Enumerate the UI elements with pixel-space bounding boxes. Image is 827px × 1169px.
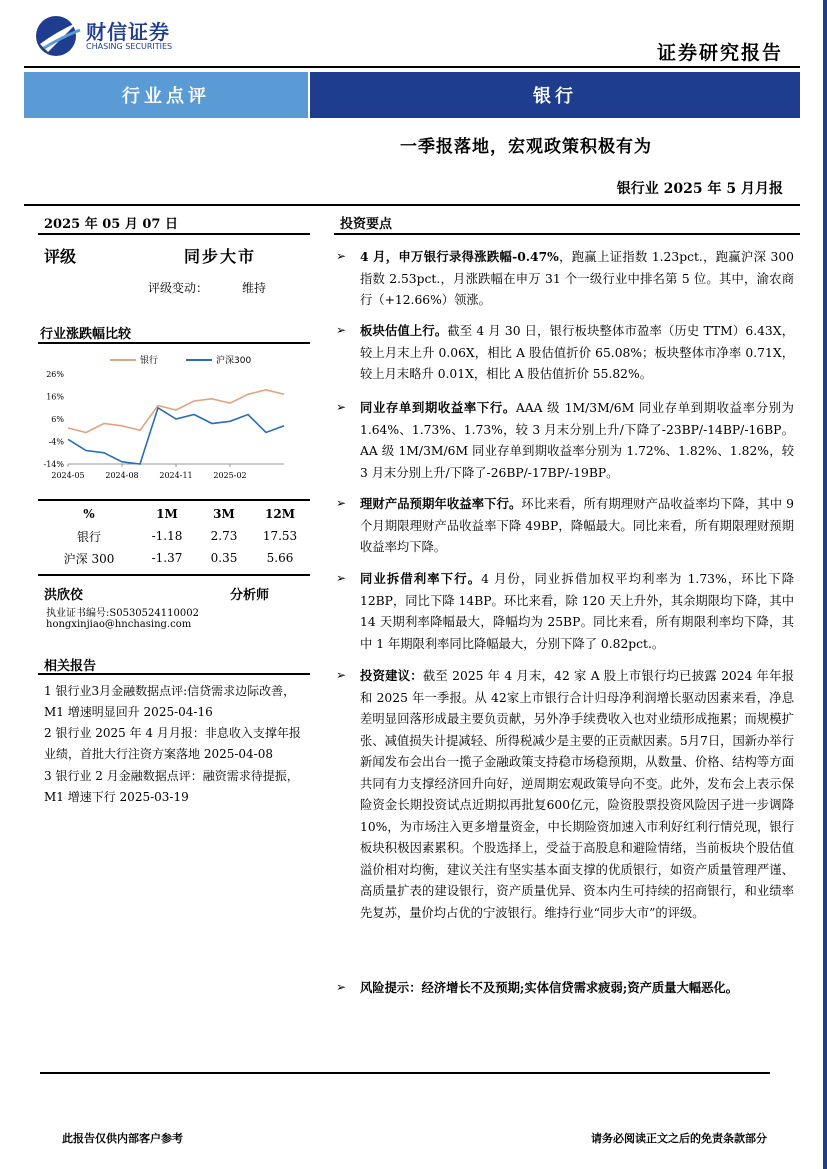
perf-cell: 2.73 xyxy=(210,529,238,543)
y-tick-label: -4% xyxy=(48,437,64,447)
doc-type: 证券研究报告 xyxy=(656,42,783,64)
highlight-point xyxy=(338,977,794,1000)
banner-category: 行业点评 xyxy=(24,72,308,118)
arrow-bullet-icon: ➢ xyxy=(336,400,347,414)
series-line-csi300 xyxy=(68,408,284,464)
highlight-point xyxy=(338,493,794,559)
y-tick-label: -14% xyxy=(43,460,64,469)
side-stripe xyxy=(801,0,827,1169)
company-logo xyxy=(34,14,194,58)
highlight-point xyxy=(338,246,794,312)
x-tick-label: 2025-02 xyxy=(213,471,247,480)
report-title: 一季报落地，宏观政策积极有为 xyxy=(400,137,652,157)
point-text: 环比来看，所有期理财产品收益率均下降，其中 9 个月期限理财产品收益率下降 49BP，降幅最大。同比来看，所有期限理财预期收益率均下降。 xyxy=(360,497,794,554)
legend-label: 沪深300 xyxy=(216,356,252,366)
perf-table-row xyxy=(40,547,308,569)
point-text: 截至 2025 年 4 月末，42 家 A 股上市银行均已披露 2024 年年报和 2025 年一季报。从 42家上市银行合计归母净利润增长驱动因素来看，净息差明显回落形成最主要负贡献，另外净手续费收入也对业绩形成拖累；而规模扩张、减值损失计提减轻、所得税减少是主要的正贡献因素。5月7日，国新办举行新闻发布会出台一揽子金融政策支持稳市场稳预期，从数量、价格、结构等方面共同有力支撑经济回升向好，逆周期宏观政策导向不变。此外，发布会上表示保险资金长期投资试点近期拟再批复600亿元，险资股票投资风险因子进一步调降 10%，为市场注入更多增量资金，中长期险资加速入市利好红利行情兑现，银行板块积极因素累积。个股选择上，受益于高股息和避险情绪，当前板块个股估值溢价相对均衡，建议关注有坚实基本面支撑的优质银行，如资产质量管理严谨、高质量扩表的建设银行，资产质量优异、资本内生可持续的招商银行，和业绩率先复苏，量价均占优的宁波银行。维持行业“同步大市”的评级。 xyxy=(360,669,794,920)
related-title: 相关报告 xyxy=(44,659,97,674)
y-tick-label: 16% xyxy=(46,392,64,402)
logo-mark-icon xyxy=(34,14,82,58)
perf-header-cell: 3M xyxy=(213,507,235,521)
point-lead: 板块估值上行。 xyxy=(360,323,448,338)
highlight-point xyxy=(338,665,794,924)
y-tick-label: 6% xyxy=(51,415,64,424)
perf-cell: 0.35 xyxy=(210,551,238,565)
footer-right: 请务必阅读正文之后的免责条款部分 xyxy=(591,1132,767,1145)
related-rule xyxy=(38,673,310,675)
x-tick-label: 2024-11 xyxy=(159,471,193,480)
analyst-role: 分析师 xyxy=(230,588,270,603)
chart-legend xyxy=(110,354,251,366)
point-text: AAA 级 1M/3M/6M 同业存单到期收益率分别为 1.64%、1.73%、1.73%，较 3 月末分别上升/下降了-23BP/-14BP/-16BP。AA 级 1M/3M/6M 同业存单到期收益率分别为 1.72%、1.82%、1.82%，较 3 月末分别上升/下降了-26BP/-17BP/-19BP。 xyxy=(360,401,794,480)
rating-value: 同步大市 xyxy=(184,247,257,266)
perf-cell: 银行 xyxy=(76,529,101,544)
perf-cell: -1.37 xyxy=(151,551,183,565)
industry-performance-chart xyxy=(38,348,308,488)
point-text: ，跑赢上证指数 1.23pct.，跑赢沪深 300 指数 2.53pct.，月涨跌幅在申万 31 个一级行业中排名第 5 位。其中，渝农商行（+12.66%）领涨。 xyxy=(360,250,795,307)
point-lead: 同业拆借利率下行。 xyxy=(360,571,482,586)
analyst-name: 洪欣佼 xyxy=(44,588,84,603)
highlight-point xyxy=(338,397,794,484)
arrow-bullet-icon: ➢ xyxy=(336,668,347,682)
banner-industry: 银行 xyxy=(310,72,800,118)
chart-axes xyxy=(44,370,284,480)
rating-change-label: 评级变动： xyxy=(148,281,209,295)
perf-cell: 5.66 xyxy=(266,551,294,565)
chart-rule xyxy=(38,342,310,344)
footer-rule xyxy=(40,1072,770,1074)
arrow-bullet-icon: ➢ xyxy=(336,496,347,510)
footer-left: 此报告仅供内部客户参考 xyxy=(62,1132,183,1145)
perf-table xyxy=(40,503,308,569)
highlights-title: 投资要点 xyxy=(340,217,393,232)
related-report-item: 1 银行业3月金融数据点评:信贷需求边际改善，M1 增速明显回升 2025-04-16 xyxy=(44,684,296,719)
logo-cn: 财信证券 xyxy=(86,20,170,44)
y-tick-label: 26% xyxy=(46,370,64,379)
arrow-bullet-icon: ➢ xyxy=(336,571,347,585)
rating-label: 评级 xyxy=(44,247,77,266)
logo-en: CHASING SECURITIES xyxy=(86,42,173,51)
series-line-bank xyxy=(68,390,284,433)
arrow-bullet-icon: ➢ xyxy=(336,249,347,263)
perf-header-cell: % xyxy=(83,507,95,521)
rating-change-value: 维持 xyxy=(242,281,267,295)
perf-table-row xyxy=(40,525,308,547)
perf-table-header xyxy=(40,503,308,525)
point-lead: 理财产品预期年收益率下行。 xyxy=(360,496,522,511)
perf-header-cell: 1M xyxy=(156,507,178,521)
analyst-cert: 执业证书编号:S0530524110002 xyxy=(46,608,199,619)
related-report-item: 2 银行业 2025 年 4 月月报：非息收入支撑年报业绩，首批大行注资方案落地 2025-04-08 xyxy=(44,726,301,761)
point-lead: 投资建议： xyxy=(360,668,423,683)
arrow-bullet-icon: ➢ xyxy=(336,323,347,337)
legend-label: 银行 xyxy=(140,356,159,366)
point-text: 截至 4 月 30 日，银行板块整体市盈率（历史 TTM）6.43X，较上月末上升 0.06X，相比 A 股估值折价 65.08%；板块整体市净率 0.71X，较上月末略升 0.01X，相比 A 股估值折价 55.82%。 xyxy=(360,324,794,381)
point-lead: 4 月，申万银行录得涨跌幅-0.47% xyxy=(360,249,559,264)
related-report-item: 3 银行业 2 月金融数据点评：融资需求待提振，M1 增速下行 2025-03-19 xyxy=(44,769,299,804)
x-tick-label: 2024-08 xyxy=(105,471,139,480)
x-tick-label: 2024-05 xyxy=(51,471,85,480)
report-date: 2025 年 05 月 07 日 xyxy=(44,217,178,232)
point-lead: 风险提示：经济增长不及预期;实体信贷需求疲弱;资产质量大幅恶化。 xyxy=(360,980,738,995)
analyst-email: hongxinjiao@hnchasing.com xyxy=(46,619,192,630)
arrow-bullet-icon: ➢ xyxy=(336,980,347,994)
perf-cell: -1.18 xyxy=(151,529,183,543)
title-rule xyxy=(24,204,800,206)
perf-cell: 沪深 300 xyxy=(63,551,115,566)
perf-cell: 17.53 xyxy=(262,529,298,543)
date-rule xyxy=(38,233,310,235)
highlight-point xyxy=(338,320,794,386)
chart-section-title: 行业涨跌幅比较 xyxy=(40,327,132,342)
report-subtitle: 银行业 2025 年 5 月月报 xyxy=(616,181,783,197)
header-rule xyxy=(24,66,800,68)
point-text: 4 月份，同业拆借加权平均利率为 1.73%，环比下降 12BP，同比下降 14BP。环比来看，除 120 天上升外，其余期限均下降，其中 14 天期利率降幅最大，降幅均为 25BP。同比来看，所有期限利率均下降，其中 1 年期限利率同比降幅最大，分别下降了 0.82pct.。 xyxy=(360,572,794,651)
perf-table-top-rule xyxy=(38,499,310,501)
highlight-point xyxy=(338,568,794,655)
highlights-rule xyxy=(334,233,800,235)
point-lead: 同业存单到期收益率下行。 xyxy=(360,400,516,415)
chart-lines xyxy=(68,390,284,464)
perf-table-bottom-rule xyxy=(38,574,310,576)
perf-header-cell: 12M xyxy=(265,507,295,521)
